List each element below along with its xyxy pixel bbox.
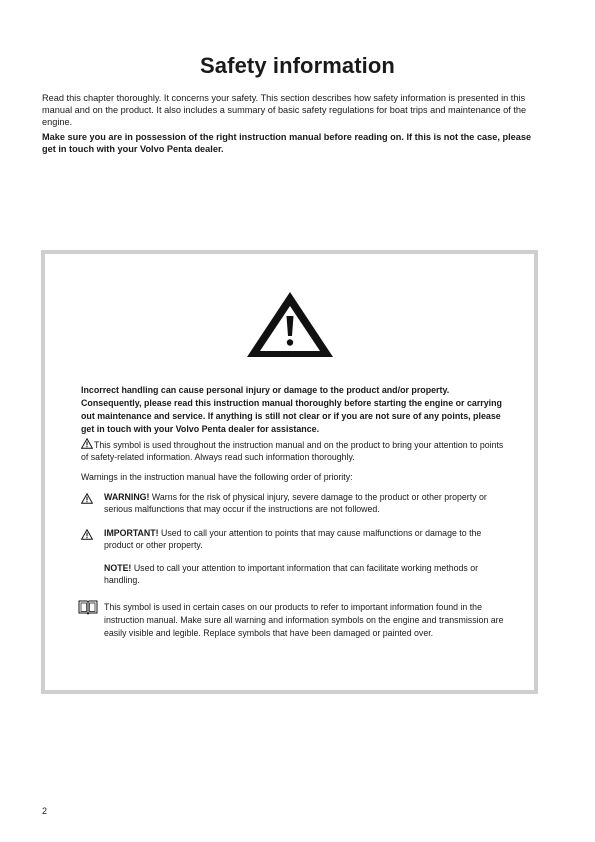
- priority-intro: Warnings in the instruction manual have the following order of priority:: [81, 472, 353, 482]
- intro-paragraph: Read this chapter thoroughly. It concerns your safety. This section describes how safety information is presented in this manual and on the product. It also includes a summary of basic safety regulations for boat trips and maintenance of the engine.: [42, 93, 527, 128]
- book-symbol-text: This symbol is used in certain cases on our products to refer to important information found in the instruction manual. Make sure all warning and information symbols on the engine and transmission are easily visible and legible. Replace symbols that have been damaged or painted over.: [104, 602, 504, 639]
- important-description: Used to call your attention to points that may cause malfunctions or damage to the product or other property.: [104, 528, 482, 550]
- symbol-explanation: [81, 438, 511, 463]
- note-text: [104, 563, 509, 586]
- warning-triangle-icon: [81, 529, 93, 540]
- page-number: 2: [42, 806, 48, 816]
- warning-label: WARNING!: [104, 492, 150, 502]
- warning-triangle-icon: [244, 289, 336, 361]
- open-book-icon: [77, 599, 99, 615]
- small-warning-icon: [81, 438, 93, 449]
- warning-triangle-icon: [81, 493, 93, 504]
- note-description: Used to call your attention to important information that can facilitate working methods or handling.: [104, 563, 479, 585]
- bold-notice: Incorrect handling can cause personal injury or damage to the product and/or property. Consequently, please read this instruction manual thoroughly before starting the engine or carrying out maintenance and service. If anything is still not clear or if you are not sure of any points, please get in touch with your Volvo Penta dealer for assistance.: [81, 385, 502, 434]
- symbol-explanation-text: This symbol is used throughout the instruction manual and on the product to bring your attention to points of safety-related information. Always read such information thoroughly.: [81, 440, 504, 462]
- page-title: Safety information: [200, 53, 395, 78]
- warning-description: Warns for the risk of physical injury, severe damage to the product or other property or serious malfunctions that may occur if the instructions are not followed.: [104, 492, 487, 514]
- important-text: [104, 528, 509, 551]
- intro-bold-paragraph: Make sure you are in possession of the right instruction manual before reading on. If this is not the case, please get in touch with your Volvo Penta dealer.: [42, 132, 532, 155]
- important-label: IMPORTANT!: [104, 528, 159, 538]
- warning-text: [104, 492, 509, 515]
- safety-panel: [41, 250, 538, 694]
- note-label: NOTE!: [104, 563, 132, 573]
